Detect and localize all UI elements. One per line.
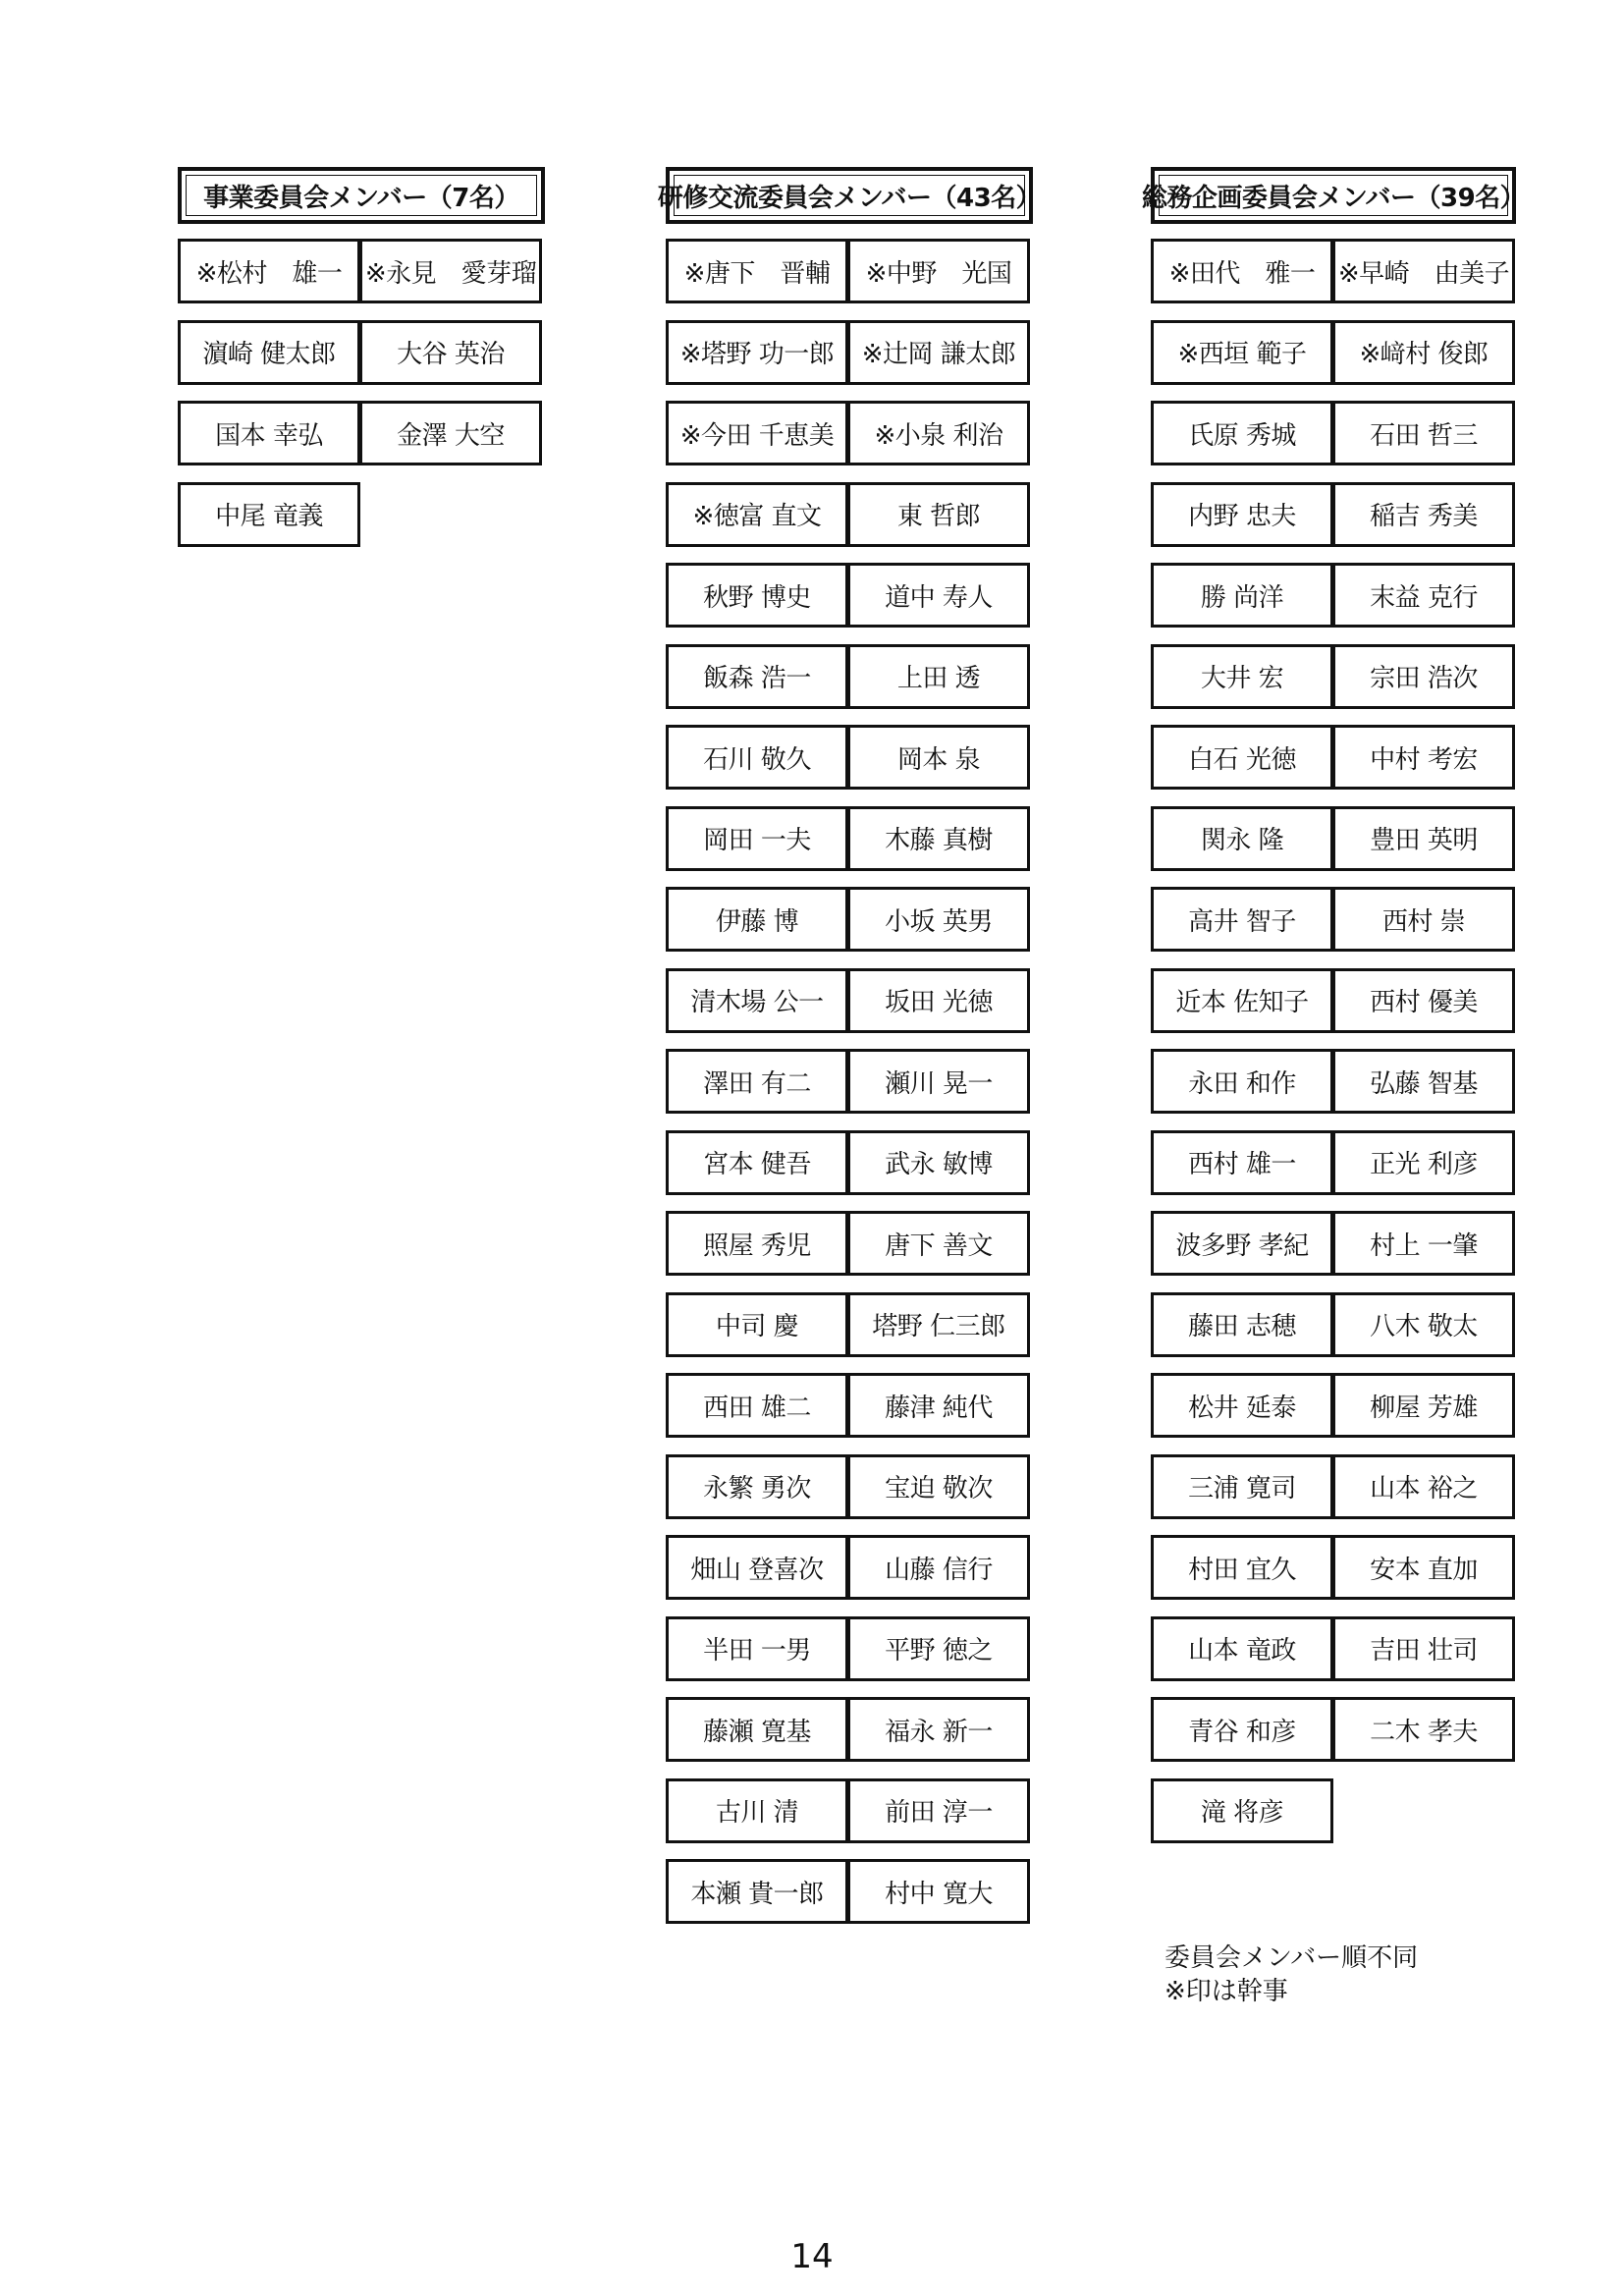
member-cell: 氏原 秀城 xyxy=(1151,401,1333,465)
member-cell: 宝迫 敬次 xyxy=(847,1454,1030,1519)
note-secretary: ※印は幹事 xyxy=(1164,1977,1288,2006)
member-cell: 武永 敏博 xyxy=(847,1130,1030,1195)
member-cell: 二木 孝夫 xyxy=(1332,1697,1515,1762)
member-cell: 勝 尚洋 xyxy=(1151,563,1333,628)
member-cell: 道中 寿人 xyxy=(847,563,1030,628)
member-cell: 上田 透 xyxy=(847,644,1030,709)
member-cell: 岡本 泉 xyxy=(847,725,1030,790)
member-cell: ※塔野 功一郎 xyxy=(666,320,848,385)
member-cell: 白石 光徳 xyxy=(1151,725,1333,790)
notes xyxy=(1164,1941,1418,2008)
member-cell: 三浦 寛司 xyxy=(1151,1454,1333,1519)
member-cell: 唐下 善文 xyxy=(847,1211,1030,1276)
member-cell: 塔野 仁三郎 xyxy=(847,1292,1030,1357)
page-number: 14 xyxy=(790,2237,834,2276)
member-cell: 秋野 博史 xyxy=(666,563,848,628)
member-cell: ※徳富 直文 xyxy=(666,482,848,547)
member-cell: 弘藤 智基 xyxy=(1332,1049,1515,1114)
member-cell: 坂田 光徳 xyxy=(847,968,1030,1033)
member-cell: ※﨑村 俊郎 xyxy=(1332,320,1515,385)
member-cell: 山本 裕之 xyxy=(1332,1454,1515,1519)
member-cell: 稲吉 秀美 xyxy=(1332,482,1515,547)
member-cell: 八木 敬太 xyxy=(1332,1292,1515,1357)
member-cell: ※松村 雄一 xyxy=(178,239,360,303)
member-cell: 西村 雄一 xyxy=(1151,1130,1333,1195)
member-cell: 澤田 有二 xyxy=(666,1049,848,1114)
member-cell: 金澤 大空 xyxy=(359,401,542,465)
member-cell: ※西垣 範子 xyxy=(1151,320,1333,385)
member-cell: 関永 隆 xyxy=(1151,806,1333,871)
member-cell: 藤田 志穂 xyxy=(1151,1292,1333,1357)
member-cell: 中尾 竜義 xyxy=(178,482,360,547)
member-cell: 国本 幸弘 xyxy=(178,401,360,465)
member-cell: 西村 崇 xyxy=(1332,887,1515,952)
member-cell: 豊田 英明 xyxy=(1332,806,1515,871)
member-cell: 半田 一男 xyxy=(666,1616,848,1681)
member-cell: 藤津 純代 xyxy=(847,1373,1030,1438)
member-cell: 永繁 勇次 xyxy=(666,1454,848,1519)
member-cell: 東 哲郎 xyxy=(847,482,1030,547)
member-cell: 伊藤 博 xyxy=(666,887,848,952)
member-cell: 宗田 浩次 xyxy=(1332,644,1515,709)
member-cell: 安本 直加 xyxy=(1332,1535,1515,1600)
member-cell: 波多野 孝紀 xyxy=(1151,1211,1333,1276)
member-cell: 前田 淳一 xyxy=(847,1778,1030,1843)
member-cell: 小坂 英男 xyxy=(847,887,1030,952)
committee-title: 研修交流委員会メンバー（43名） xyxy=(666,167,1033,224)
member-cell: 滝 将彦 xyxy=(1151,1778,1333,1843)
member-cell: ※辻岡 謙太郎 xyxy=(847,320,1030,385)
member-cell: 中司 慶 xyxy=(666,1292,848,1357)
member-cell: 畑山 登喜次 xyxy=(666,1535,848,1600)
member-cell: ※永見 愛芽瑠 xyxy=(359,239,542,303)
member-cell: 大谷 英治 xyxy=(359,320,542,385)
member-cell: 柳屋 芳雄 xyxy=(1332,1373,1515,1438)
member-cell: 福永 新一 xyxy=(847,1697,1030,1762)
member-cell: 西田 雄二 xyxy=(666,1373,848,1438)
member-cell: 永田 和作 xyxy=(1151,1049,1333,1114)
member-cell: 平野 徳之 xyxy=(847,1616,1030,1681)
note-order: 委員会メンバー順不同 xyxy=(1164,1943,1419,1973)
member-cell: 村田 宜久 xyxy=(1151,1535,1333,1600)
member-cell: 石田 哲三 xyxy=(1332,401,1515,465)
committee-title: 総務企画委員会メンバー（39名） xyxy=(1151,167,1516,224)
member-cell: 正光 利彦 xyxy=(1332,1130,1515,1195)
member-cell: 山本 竜政 xyxy=(1151,1616,1333,1681)
member-cell: 村中 寛大 xyxy=(847,1859,1030,1924)
member-cell: ※小泉 利治 xyxy=(847,401,1030,465)
member-cell: 照屋 秀児 xyxy=(666,1211,848,1276)
member-cell: 中村 考宏 xyxy=(1332,725,1515,790)
member-cell: 古川 清 xyxy=(666,1778,848,1843)
member-cell: 濵崎 健太郎 xyxy=(178,320,360,385)
member-cell: 大井 宏 xyxy=(1151,644,1333,709)
member-cell: 清木場 公一 xyxy=(666,968,848,1033)
member-cell: ※早崎 由美子 xyxy=(1332,239,1515,303)
member-cell: 内野 忠夫 xyxy=(1151,482,1333,547)
member-cell: 青谷 和彦 xyxy=(1151,1697,1333,1762)
member-cell: 末益 克行 xyxy=(1332,563,1515,628)
member-cell: 瀬川 晃一 xyxy=(847,1049,1030,1114)
member-cell: 石川 敬久 xyxy=(666,725,848,790)
member-cell: 藤瀬 寛基 xyxy=(666,1697,848,1762)
member-cell: 本瀬 貴一郎 xyxy=(666,1859,848,1924)
member-cell: 西村 優美 xyxy=(1332,968,1515,1033)
member-cell: 高井 智子 xyxy=(1151,887,1333,952)
member-cell: 宮本 健吾 xyxy=(666,1130,848,1195)
member-cell: 飯森 浩一 xyxy=(666,644,848,709)
member-cell: 松井 延泰 xyxy=(1151,1373,1333,1438)
member-cell: 村上 一肇 xyxy=(1332,1211,1515,1276)
committee-title: 事業委員会メンバー（7名） xyxy=(178,167,545,224)
member-cell: 岡田 一夫 xyxy=(666,806,848,871)
member-cell: 山藤 信行 xyxy=(847,1535,1030,1600)
member-cell: ※唐下 晋輔 xyxy=(666,239,848,303)
member-cell: ※今田 千恵美 xyxy=(666,401,848,465)
member-cell: ※田代 雅一 xyxy=(1151,239,1333,303)
member-cell: 近本 佐知子 xyxy=(1151,968,1333,1033)
member-cell: 木藤 真樹 xyxy=(847,806,1030,871)
member-cell: 吉田 壮司 xyxy=(1332,1616,1515,1681)
member-cell: ※中野 光国 xyxy=(847,239,1030,303)
